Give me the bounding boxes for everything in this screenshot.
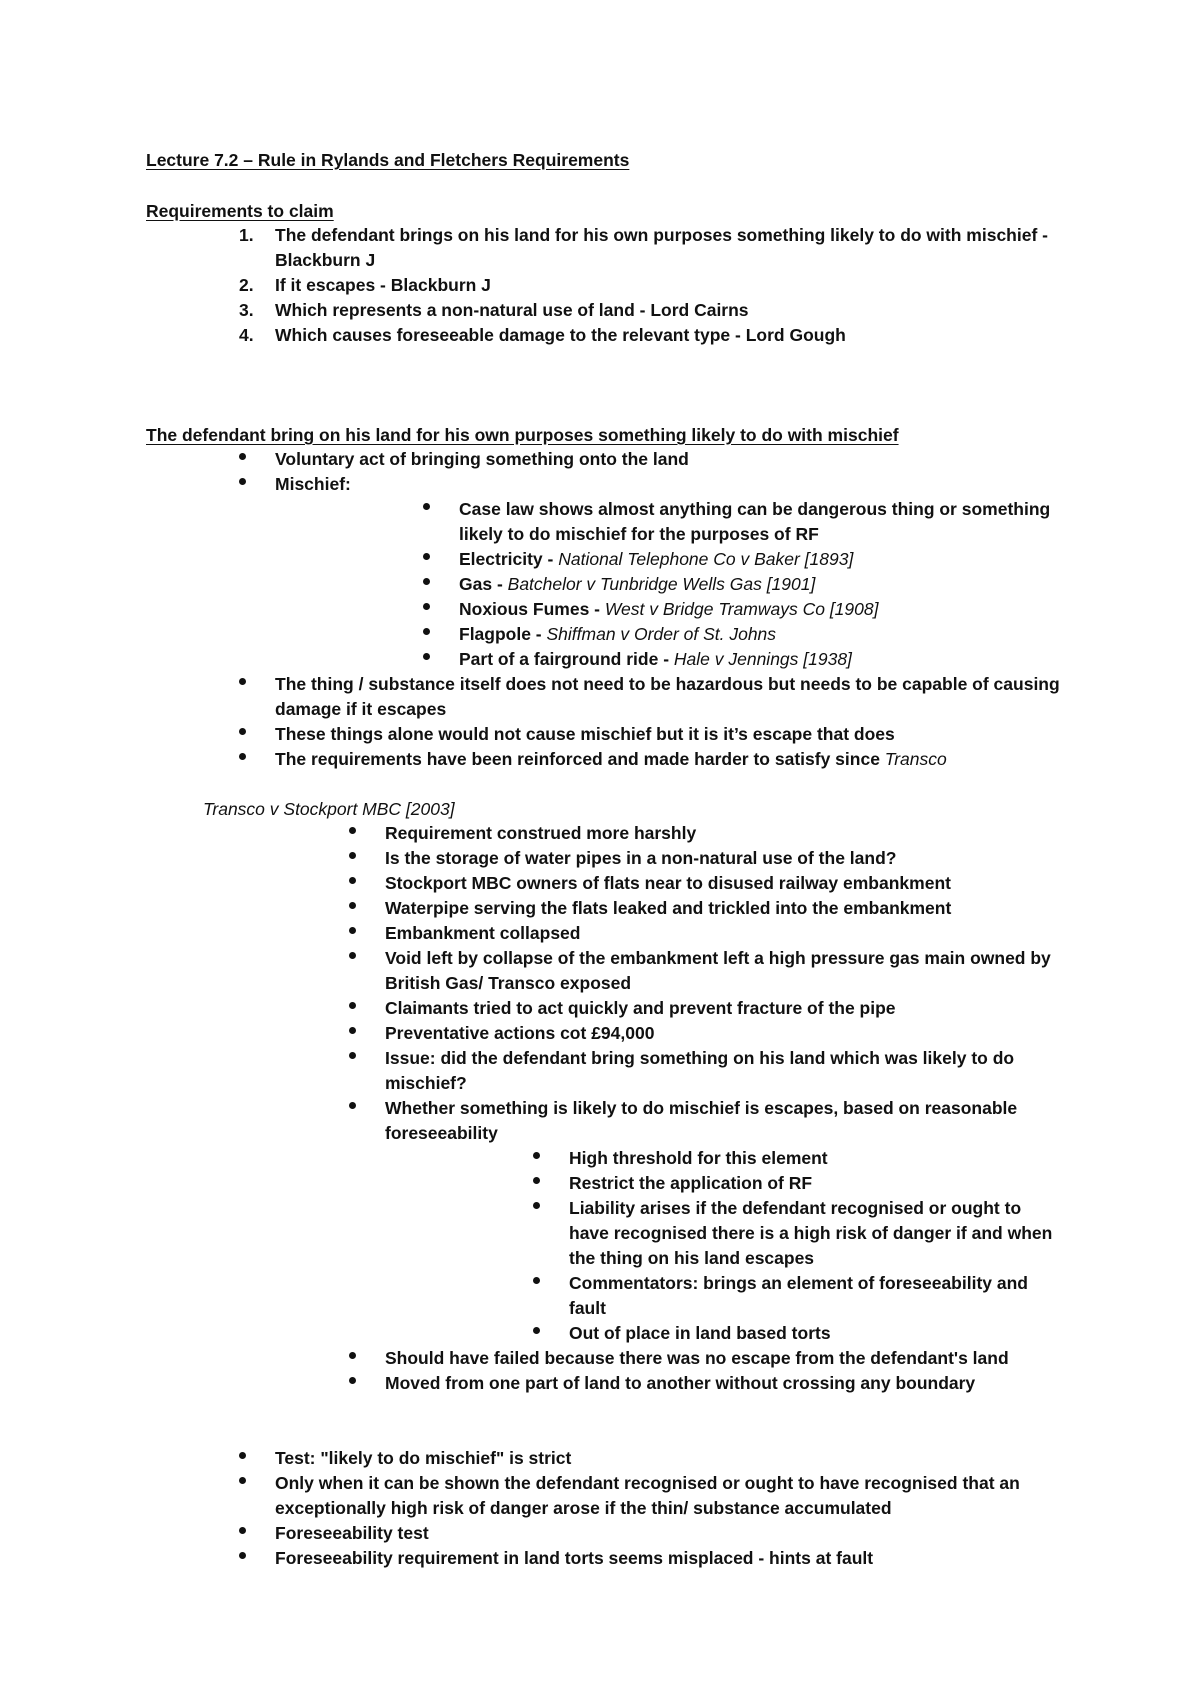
bullet-icon [349,1102,356,1109]
nested-bullet-item: Commentators: brings an element of foreseeability and [569,1273,1028,1293]
bullet-icon [533,1177,540,1184]
bullet-item: Stockport MBC owners of flats near to disused railway embankment [385,873,951,893]
bullet-icon [349,902,356,909]
bullet-item: Whether something is likely to do mischief is escapes, based on reasonable [385,1098,1018,1118]
bullet-item: Test: "likely to do mischief" is strict [275,1448,572,1468]
nested-bullet-continuation: the thing on his land escapes [569,1248,815,1268]
bullet-icon [423,653,430,660]
bullet-item: Void left by collapse of the embankment left a high pressure gas main owned by [385,948,1051,968]
bullet-continuation: British Gas/ Transco exposed [385,973,632,993]
nested-bullet-item: Out of place in land based torts [569,1323,831,1343]
bullet-icon [423,578,430,585]
sub-bullet-item: Part of a fairground ride - Hale v Jennings [1938] [459,649,852,669]
bullet-item: Foreseeability requirement in land torts seems misplaced - hints at fault [275,1548,874,1568]
bullet-item: Embankment collapsed [385,923,581,943]
list-item: If it escapes - Blackburn J [275,275,491,295]
bullet-icon [239,753,246,760]
bullet-icon [349,877,356,884]
bullet-icon [239,1527,246,1534]
bullet-item: Foreseeability test [275,1523,429,1543]
bullet-continuation: mischief? [385,1073,467,1093]
bullet-icon [239,728,246,735]
bullet-icon [533,1327,540,1334]
bullet-item: Mischief: [275,474,351,494]
list-item-continuation: Blackburn J [275,250,376,270]
bullet-icon [423,628,430,635]
bullet-continuation: damage if it escapes [275,699,447,719]
bullet-icon [349,827,356,834]
bullet-item: Moved from one part of land to another without crossing any boundary [385,1373,976,1393]
bullet-item: Voluntary act of bringing something onto the land [275,449,689,469]
bullet-item: Issue: did the defendant bring something on his land which was likely to do [385,1048,1015,1068]
case-heading: Transco v Stockport MBC [2003] [203,799,455,819]
bullet-icon [533,1202,540,1209]
bullet-icon [239,1552,246,1559]
bullet-icon [533,1277,540,1284]
sub-bullet-item: Flagpole - Shiffman v Order of St. Johns [459,624,777,644]
nested-bullet-item: Liability arises if the defendant recognised or ought to [569,1198,1022,1218]
bullet-item: The requirements have been reinforced and made harder to satisfy since Transco [275,749,947,769]
list-number: 4. [239,325,254,345]
list-number: 3. [239,300,254,320]
sub-bullet-continuation: likely to do mischief for the purposes of RF [459,524,819,544]
sub-bullet-item: Gas - Batchelor v Tunbridge Wells Gas [1901] [459,574,816,594]
bullet-item: Only when it can be shown the defendant recognised or ought to have recognised that an [275,1473,1020,1493]
bullet-icon [349,1052,356,1059]
list-number: 2. [239,275,254,295]
bullet-icon [423,553,430,560]
sub-bullet-item: Electricity - National Telephone Co v Baker [1893] [459,549,854,569]
bullet-icon [239,678,246,685]
bullet-icon [349,852,356,859]
nested-bullet-item: High threshold for this element [569,1148,828,1168]
bullet-icon [349,927,356,934]
list-item: The defendant brings on his land for his own purposes something likely to do with mischief - [275,225,1048,245]
bullet-icon [349,952,356,959]
bullet-icon [423,603,430,610]
bullet-item: Requirement construed more harshly [385,823,697,843]
requirements-heading: Requirements to claim [146,201,334,221]
bullet-item: Waterpipe serving the flats leaked and trickled into the embankment [385,898,952,918]
bullet-item: These things alone would not cause mischief but it is it’s escape that does [275,724,895,744]
bullet-item: Claimants tried to act quickly and prevent fracture of the pipe [385,998,896,1018]
bullet-item: Is the storage of water pipes in a non-natural use of the land? [385,848,897,868]
list-number: 1. [239,225,254,245]
bullet-icon [349,1027,356,1034]
bullet-item: The thing / substance itself does not need to be hazardous but needs to be capable of causing [275,674,1060,694]
nested-bullet-continuation: fault [569,1298,606,1318]
nested-bullet-item: Restrict the application of RF [569,1173,813,1193]
nested-bullet-continuation: have recognised there is a high risk of danger if and when [569,1223,1053,1243]
list-item: Which causes foreseeable damage to the relevant type - Lord Gough [275,325,846,345]
bullet-icon [239,478,246,485]
bullet-continuation: exceptionally high risk of danger arose if the thin/ substance accumulated [275,1498,892,1518]
bullet-icon [349,1377,356,1384]
sub-bullet-item: Case law shows almost anything can be dangerous thing or something [459,499,1051,519]
bullet-icon [423,503,430,510]
bullet-item: Preventative actions cot £94,000 [385,1023,655,1043]
bullet-item: Should have failed because there was no escape from the defendant's land [385,1348,1009,1368]
sub-bullet-item: Noxious Fumes - West v Bridge Tramways Co [1908] [459,599,879,619]
section-heading: The defendant bring on his land for his own purposes something likely to do with mischief [146,425,899,445]
list-item: Which represents a non-natural use of land - Lord Cairns [275,300,749,320]
bullet-icon [349,1352,356,1359]
bullet-continuation: foreseeability [385,1123,498,1143]
bullet-icon [533,1152,540,1159]
bullet-icon [239,453,246,460]
bullet-icon [349,1002,356,1009]
lecture-title: Lecture 7.2 – Rule in Rylands and Fletchers Requirements [146,150,630,170]
bullet-icon [239,1477,246,1484]
bullet-icon [239,1452,246,1459]
